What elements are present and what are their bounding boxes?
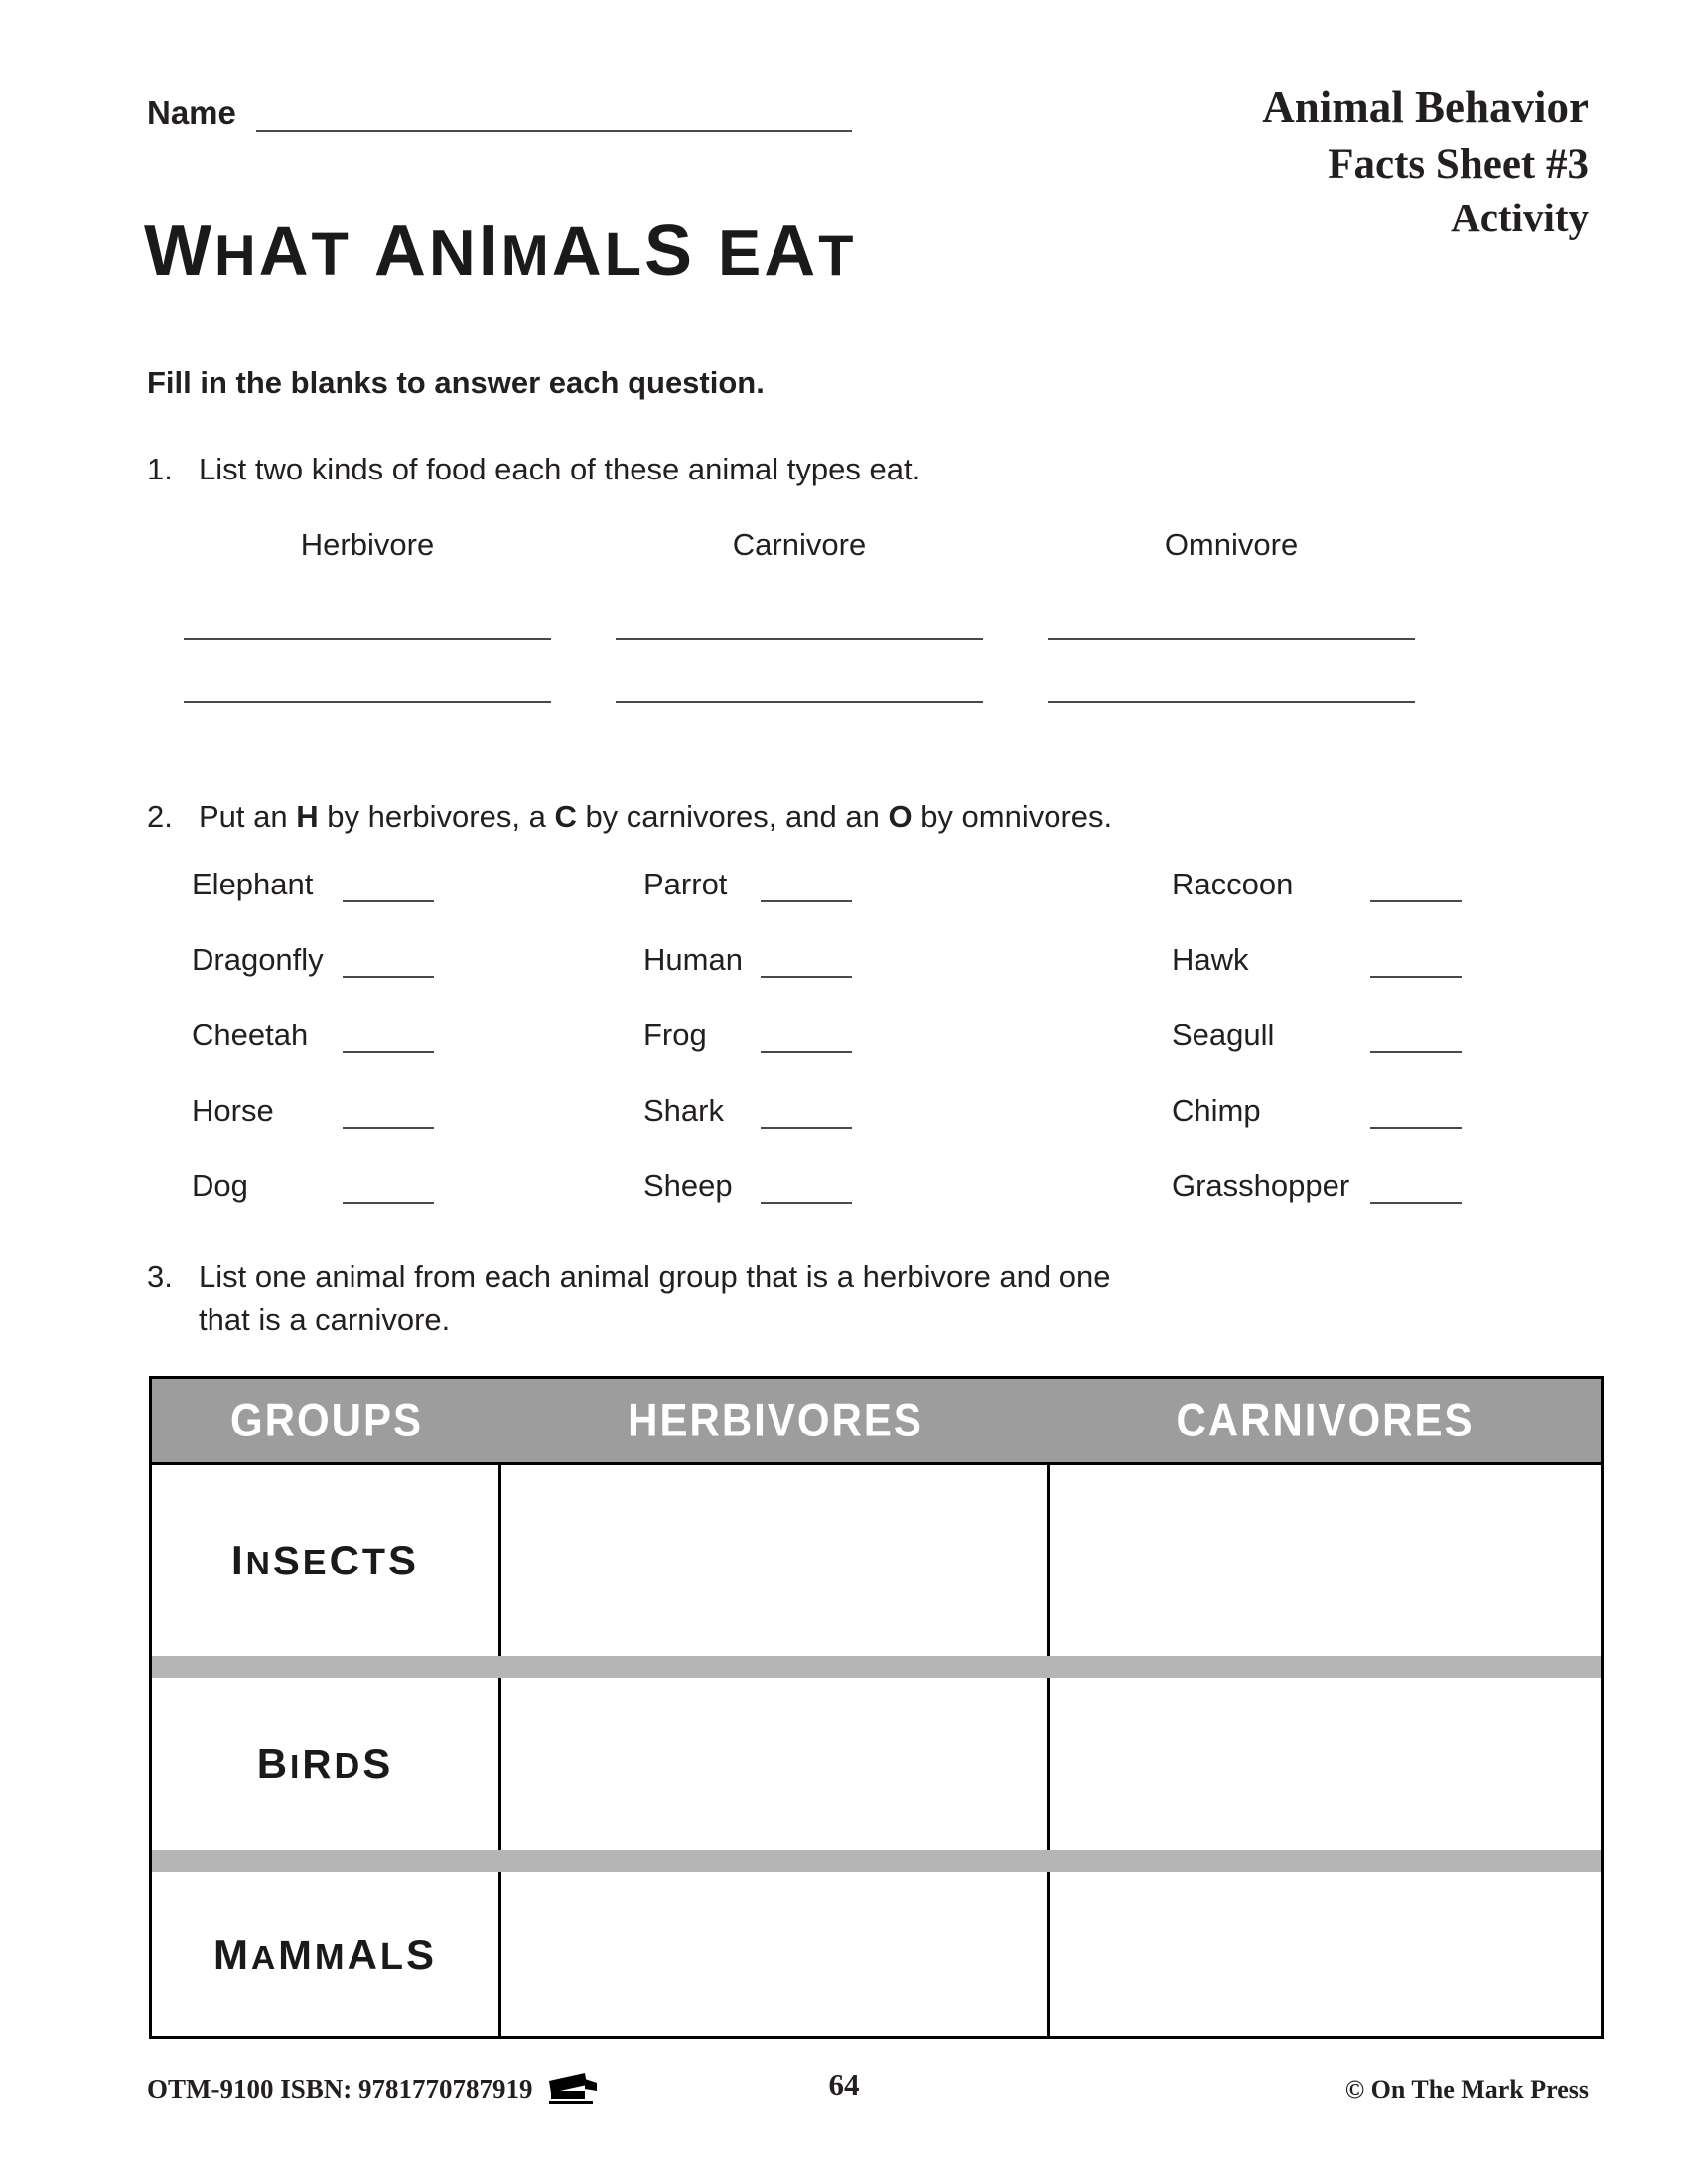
answer-blank <box>1370 1018 1462 1053</box>
q2-column-3 <box>1172 867 1628 1244</box>
row-separator <box>152 1656 1601 1678</box>
header-meta-line-3: Activity <box>1451 194 1589 240</box>
q1-column-omnivore <box>1048 527 1415 703</box>
q2-column-1 <box>192 867 643 1244</box>
animal-item <box>643 942 1172 1018</box>
herbivores-cell-insects <box>501 1465 1050 1656</box>
q1-columns <box>184 527 1415 703</box>
name-label: Name <box>147 94 236 131</box>
q1-number: 1. <box>147 452 173 486</box>
group-label: INSECTS <box>230 1537 420 1583</box>
animal-label: Sheep <box>643 1168 733 1203</box>
q1-column-header: Herbivore <box>300 527 435 562</box>
animal-label: Frog <box>643 1018 707 1052</box>
animal-item <box>192 1168 643 1244</box>
question-1 <box>147 452 1415 703</box>
q1-blank-line <box>184 638 551 640</box>
answer-blank <box>343 867 434 902</box>
row-separator <box>152 1850 1601 1872</box>
q1-blank-line <box>1048 701 1415 703</box>
q1-blank-line <box>1048 638 1415 640</box>
header-meta-line-1: Animal Behavior <box>1262 82 1589 132</box>
answer-blank <box>343 1018 434 1053</box>
animal-item <box>192 1018 643 1093</box>
q1-blank-line <box>616 638 983 640</box>
animal-label: Parrot <box>643 867 728 901</box>
q3-text-line-1: List one animal from each animal group that is a herbivore and one <box>199 1259 1111 1294</box>
q1-column-header: Carnivore <box>732 527 867 562</box>
animal-label: Raccoon <box>1172 867 1294 901</box>
page-number: 64 <box>828 2067 860 2102</box>
animal-label: Elephant <box>192 867 314 901</box>
q3-table <box>149 1376 1604 2039</box>
answer-blank <box>343 1093 434 1129</box>
animal-label: Seagull <box>1172 1018 1275 1052</box>
question-2 <box>147 799 1628 1244</box>
animal-item <box>192 867 643 942</box>
header-meta-line-2: Facts Sheet #3 <box>1328 140 1589 188</box>
q2-animal-grid <box>192 867 1628 1244</box>
answer-blank <box>1370 942 1462 978</box>
answer-blank <box>761 1168 852 1204</box>
footer-isbn-text: OTM-9100 ISBN: 9781770787919 <box>147 2073 533 2104</box>
animal-item <box>1172 942 1628 1018</box>
q3-prompt <box>147 1259 1604 1295</box>
animal-label: Dragonfly <box>192 942 324 977</box>
q3-number: 3. <box>147 1259 173 1294</box>
q1-blank-line <box>616 701 983 703</box>
footer-copyright: © On The Mark Press <box>1344 2075 1589 2104</box>
animal-label: Shark <box>643 1093 724 1128</box>
table-row-insects <box>152 1465 1601 1656</box>
group-label: MAMMALS <box>212 1930 438 1978</box>
group-cell <box>152 1678 501 1850</box>
animal-item <box>1172 1168 1628 1244</box>
question-3 <box>147 1259 1604 2039</box>
herbivores-cell-birds <box>501 1678 1050 1850</box>
page-title: WHAT ANIMALS EAT <box>144 211 857 291</box>
animal-item <box>192 1093 643 1168</box>
group-cell <box>152 1465 501 1656</box>
carnivores-cell-birds <box>1050 1678 1601 1850</box>
answer-blank <box>761 867 852 902</box>
q2-column-2 <box>643 867 1172 1244</box>
q2-text: Put an H by herbivores, a C by carnivores, and an O by omnivores. <box>199 799 1113 834</box>
table-header-row <box>152 1379 1601 1465</box>
animal-item <box>1172 1018 1628 1093</box>
name-blank-line <box>256 94 852 132</box>
q1-text: List two kinds of food each of these animal types eat. <box>199 452 921 486</box>
answer-blank <box>761 942 852 978</box>
q1-column-herbivore <box>184 527 551 703</box>
answer-blank <box>343 942 434 978</box>
animal-label: Chimp <box>1172 1093 1261 1128</box>
table-row-birds <box>152 1678 1601 1850</box>
animal-item <box>643 1168 1172 1244</box>
answer-blank <box>761 1018 852 1053</box>
animal-item <box>1172 1093 1628 1168</box>
table-header-carnivores: CARNIVORES <box>1176 1394 1475 1446</box>
animal-item <box>643 1093 1172 1168</box>
animal-item <box>1172 867 1628 942</box>
name-row <box>147 94 852 132</box>
group-label: BIRDS <box>256 1740 394 1787</box>
animal-label: Horse <box>192 1093 274 1128</box>
animal-item <box>192 942 643 1018</box>
table-row-mammals <box>152 1872 1601 2036</box>
animal-label: Dog <box>192 1168 248 1203</box>
table-header-groups: GROUPS <box>229 1394 424 1446</box>
answer-blank <box>1370 1168 1462 1204</box>
carnivores-cell-mammals <box>1050 1872 1601 2036</box>
q1-column-header: Omnivore <box>1164 527 1299 562</box>
q3-text-line-2: that is a carnivore. <box>199 1302 451 1337</box>
animal-item <box>643 1018 1172 1093</box>
table-header-herbivores: HERBIVORES <box>628 1394 923 1446</box>
animal-label: Human <box>643 942 743 977</box>
answer-blank <box>1370 1093 1462 1129</box>
animal-label: Hawk <box>1172 942 1249 977</box>
animal-label: Cheetah <box>192 1018 309 1052</box>
header-meta <box>1262 79 1589 243</box>
carnivores-cell-insects <box>1050 1465 1601 1656</box>
animal-item <box>643 867 1172 942</box>
animal-label: Grasshopper <box>1172 1168 1350 1203</box>
q1-column-carnivore <box>616 527 983 703</box>
q1-blank-line <box>184 701 551 703</box>
group-cell <box>152 1872 501 2036</box>
herbivores-cell-mammals <box>501 1872 1050 2036</box>
q2-prompt <box>147 799 1628 835</box>
instruction: Fill in the blanks to answer each question. <box>147 365 765 400</box>
q1-prompt <box>147 452 1415 487</box>
answer-blank <box>761 1093 852 1129</box>
answer-blank <box>1370 867 1462 902</box>
answer-blank <box>343 1168 434 1204</box>
q2-number: 2. <box>147 799 173 834</box>
